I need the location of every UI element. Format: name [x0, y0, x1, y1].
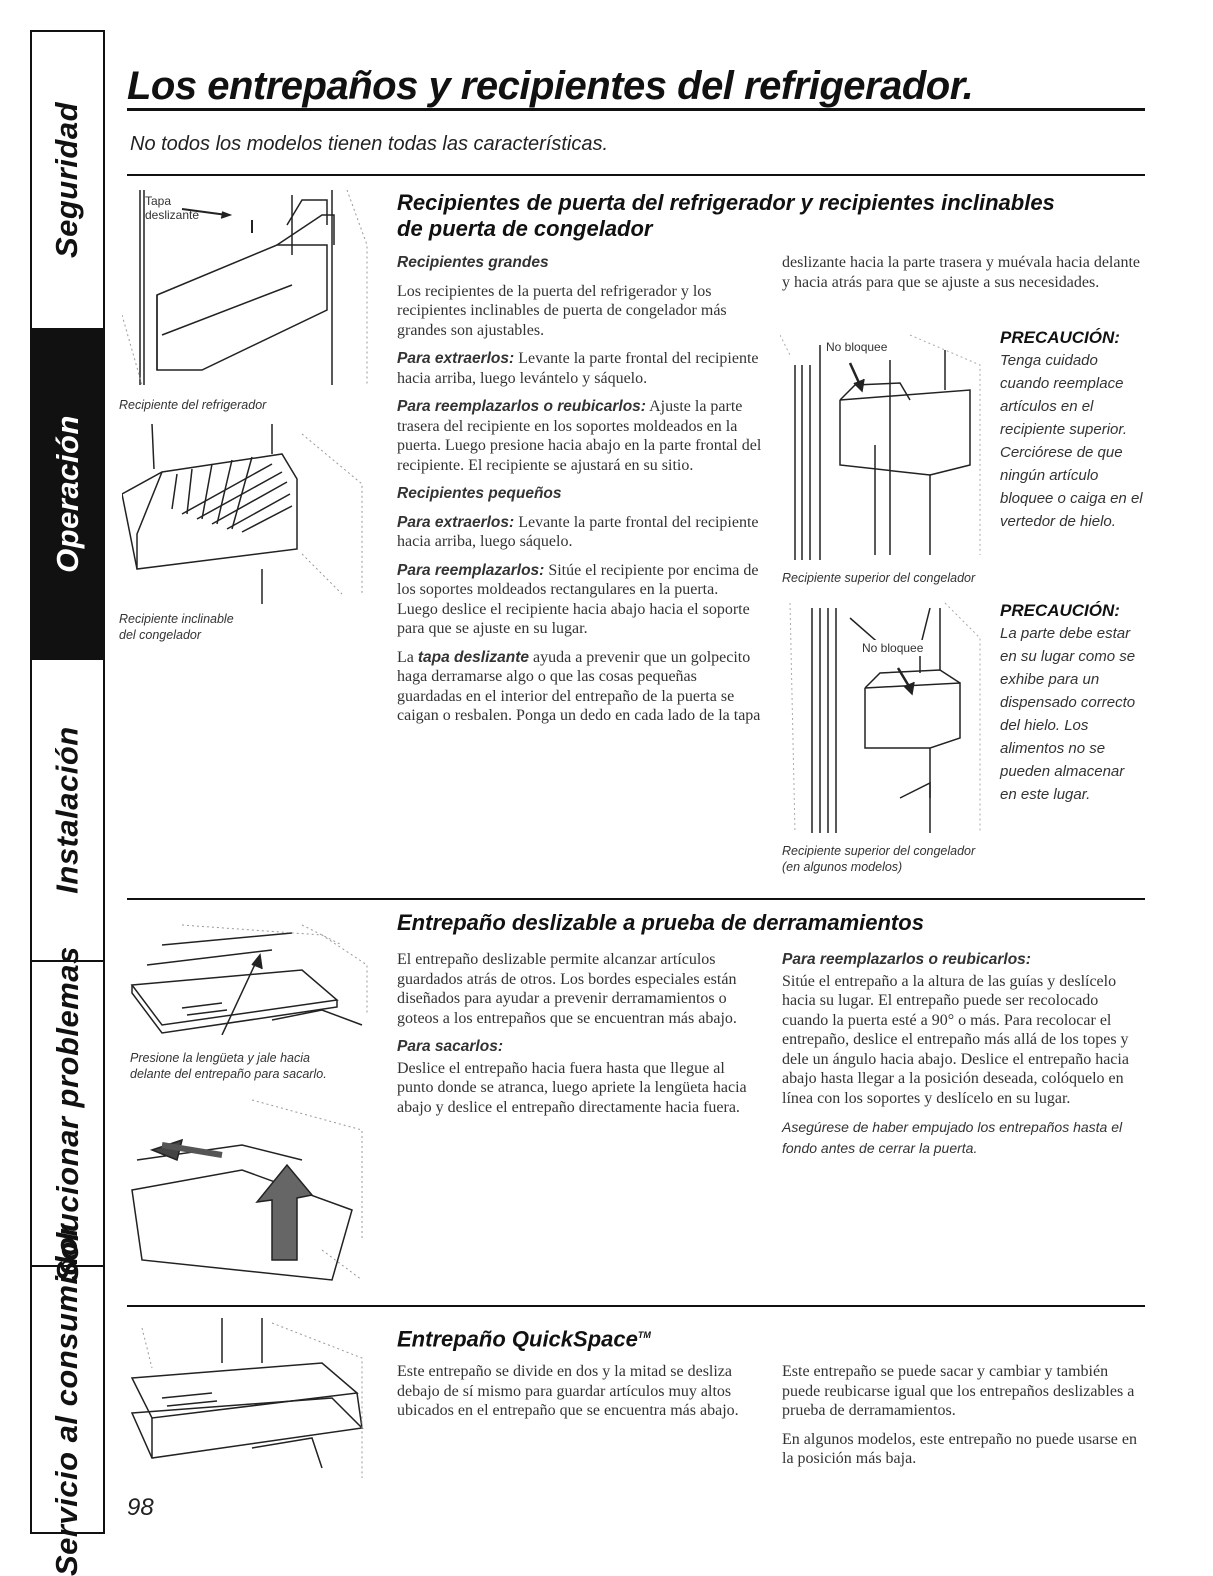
spillproof-note: Asegúrese de haber empujado los entrepaños hasta el fondo antes de cerrar la puerta. [782, 1119, 1123, 1156]
quickspace-note: En algunos modelos, este entrepaño no puede usarse en la posición más baja. [782, 1430, 1138, 1467]
section1-heading: Recipientes de puerta del refrigerador y recipientes inclinables de puerta de congelador [397, 190, 1055, 241]
freezer-tilt-bin-illustration [122, 424, 372, 604]
large-bins-replace: Para reemplazarlos o reubicarlos: Ajuste la parte trasera del recipiente en los soportes moldeados en la puerta. Luego presione hacia abajo en la parte frontal del recipiente. El recipiente se ajustará en su sitio. [397, 398, 762, 474]
tab-seguridad[interactable]: Seguridad [32, 32, 103, 330]
spillproof-shelf-illustration-2 [122, 1090, 372, 1290]
title-rule [127, 108, 1145, 111]
page-subtitle: No todos los modelos tienen todas las características. [130, 133, 609, 155]
tab-solucionar-problemas[interactable]: Solucionar problemas [32, 962, 103, 1267]
section-rule-2 [127, 898, 1145, 900]
section-rule-1 [127, 174, 1145, 176]
top-freezer-bin-alt-caption: Recipiente superior del congelador (en algunos modelos) [782, 844, 976, 874]
section1-column2 [782, 253, 1147, 301]
section2-column1 [397, 950, 762, 1126]
section2-column2 [782, 950, 1147, 1168]
quickspace-removal: Este entrepaño se puede sacar y cambiar y también puede reubicarse igual que los entrepaños deslizables a prueba de derramamientos. [782, 1363, 1135, 1419]
small-bins-remove: Para extraerlos: Levante la parte frontal del recipiente hacia arriba, luego sáquelo. [397, 513, 759, 550]
quickspace-shelf-illustration [122, 1318, 372, 1488]
section-tabs [30, 30, 105, 1576]
spillproof-intro: El entrepaño deslizable permite alcanzar artículos guardados atrás de otros. Los bordes especiales están diseñados para ayudar a prevenir derramamientos o goteos a los entrepaños que se encuentran más abajo. [397, 951, 737, 1027]
large-bins-intro: Los recipientes de la puerta del refrigerador y los recipientes inclinables de puerta de congelador más grandes son ajustables. [397, 282, 727, 339]
caution-1: PRECAUCIÓN: Tenga cuidado cuando reemplace artículos en el recipiente superior. Cerciórese de que ningún artículo bloquee o caiga en el vertedor de hielo. [1000, 328, 1143, 530]
spillproof-replace-label: Para reemplazarlos o reubicarlos: [782, 951, 1031, 968]
page-number: 98 [127, 1494, 154, 1521]
no-block-label-2: No bloquee [862, 641, 924, 655]
small-bins-subheading: Recipientes pequeños [397, 485, 562, 502]
section3-heading: Entrepaño QuickSpace™ [397, 1326, 651, 1352]
freezer-tilt-bin-caption: Recipiente inclinable del congelador [119, 612, 234, 642]
spillproof-shelf-illustration-1 [122, 915, 372, 1035]
top-freezer-bin-alt-illustration [780, 598, 985, 838]
small-bins-replace: Para reemplazarlos: Sitúe el recipiente por encima de los soportes moldeados rectangulares en la puerta. Luego deslice el recipiente hacia abajo hacia el soporte para que se ajuste en su lugar. [397, 561, 759, 637]
sliding-lid-text: La tapa deslizante ayuda a prevenir que un golpecito haga derramarse algo o que las cosas pequeñas guardadas en el interior del entrepaño de la puerta se caigan o resbalen. Ponga un dedo en cada lado de la tapa [397, 648, 761, 724]
top-freezer-bin-illustration [780, 325, 985, 565]
top-freezer-bin-caption: Recipiente superior del congelador [782, 571, 976, 585]
quickspace-description: Este entrepaño se divide en dos y la mitad se desliza debajo de sí mismo para guardar artículos muy altos ubicados en el entrepaño que se encuentra más abajo. [397, 1363, 739, 1419]
page-title: Los entrepaños y recipientes del refrigerador. [127, 64, 974, 108]
lid-callout-label: Tapa deslizante [145, 194, 200, 222]
sliding-lid-text-cont: deslizante hacia la parte trasera y muévala hacia delante y hacia atrás para que se ajuste a sus necesidades. [782, 254, 1141, 291]
spillproof-shelf-caption: Presione la lengüeta y jale hacia delante del entrepaño para sacarlo. [130, 1051, 327, 1081]
section3-column1 [397, 1362, 762, 1430]
caution-2: PRECAUCIÓN: La parte debe estar en su lugar como se exhibe para un dispensado correcto del hielo. Los alimentos no se pueden almacenar en este lugar. [1000, 601, 1136, 803]
section3-column2 [782, 1362, 1147, 1478]
refrigerator-bin-caption: Recipiente del refrigerador [119, 398, 267, 412]
section1-column1 [397, 253, 762, 735]
no-block-label-1: No bloquee [826, 340, 888, 354]
spillproof-remove-text: Deslice el entrepaño hacia fuera hasta que llegue al punto donde se atranca, luego apriete la lengüeta hacia abajo y deslice el entrepaño directamente hacia fuera. [397, 1059, 747, 1116]
section-rule-3 [127, 1305, 1145, 1307]
tab-servicio-al-consumidor[interactable]: Servicio al consumidor [49, 1223, 85, 1576]
refrigerator-bin-illustration [122, 185, 372, 395]
large-bins-subheading: Recipientes grandes [397, 254, 549, 271]
section2-heading: Entrepaño deslizable a prueba de derramamientos [397, 910, 924, 935]
spillproof-replace-text: Sitúe el entrepaño a la altura de las guías y deslícelo hacia su lugar. El entrepaño puede ser recolocado cuando la puerta esté a 90° o más. Para recolocar el entrepaño, deslice el entrepaño más allá de los topes y dele un ángulo hacia abajo. Deslice el entrepaño hacia abajo hasta llegar a la posición deseada, colóquelo en línea con los soportes y deslícelo en su lugar. [782, 972, 1129, 1107]
tab-operacion[interactable]: Operación [32, 330, 103, 660]
tab-instalacion[interactable]: Instalación [32, 660, 103, 962]
large-bins-remove: Para extraerlos: Levante la parte frontal del recipiente hacia arriba, luego levántelo y sáquelo. [397, 350, 759, 387]
spillproof-remove-label: Para sacarlos: [397, 1038, 503, 1055]
